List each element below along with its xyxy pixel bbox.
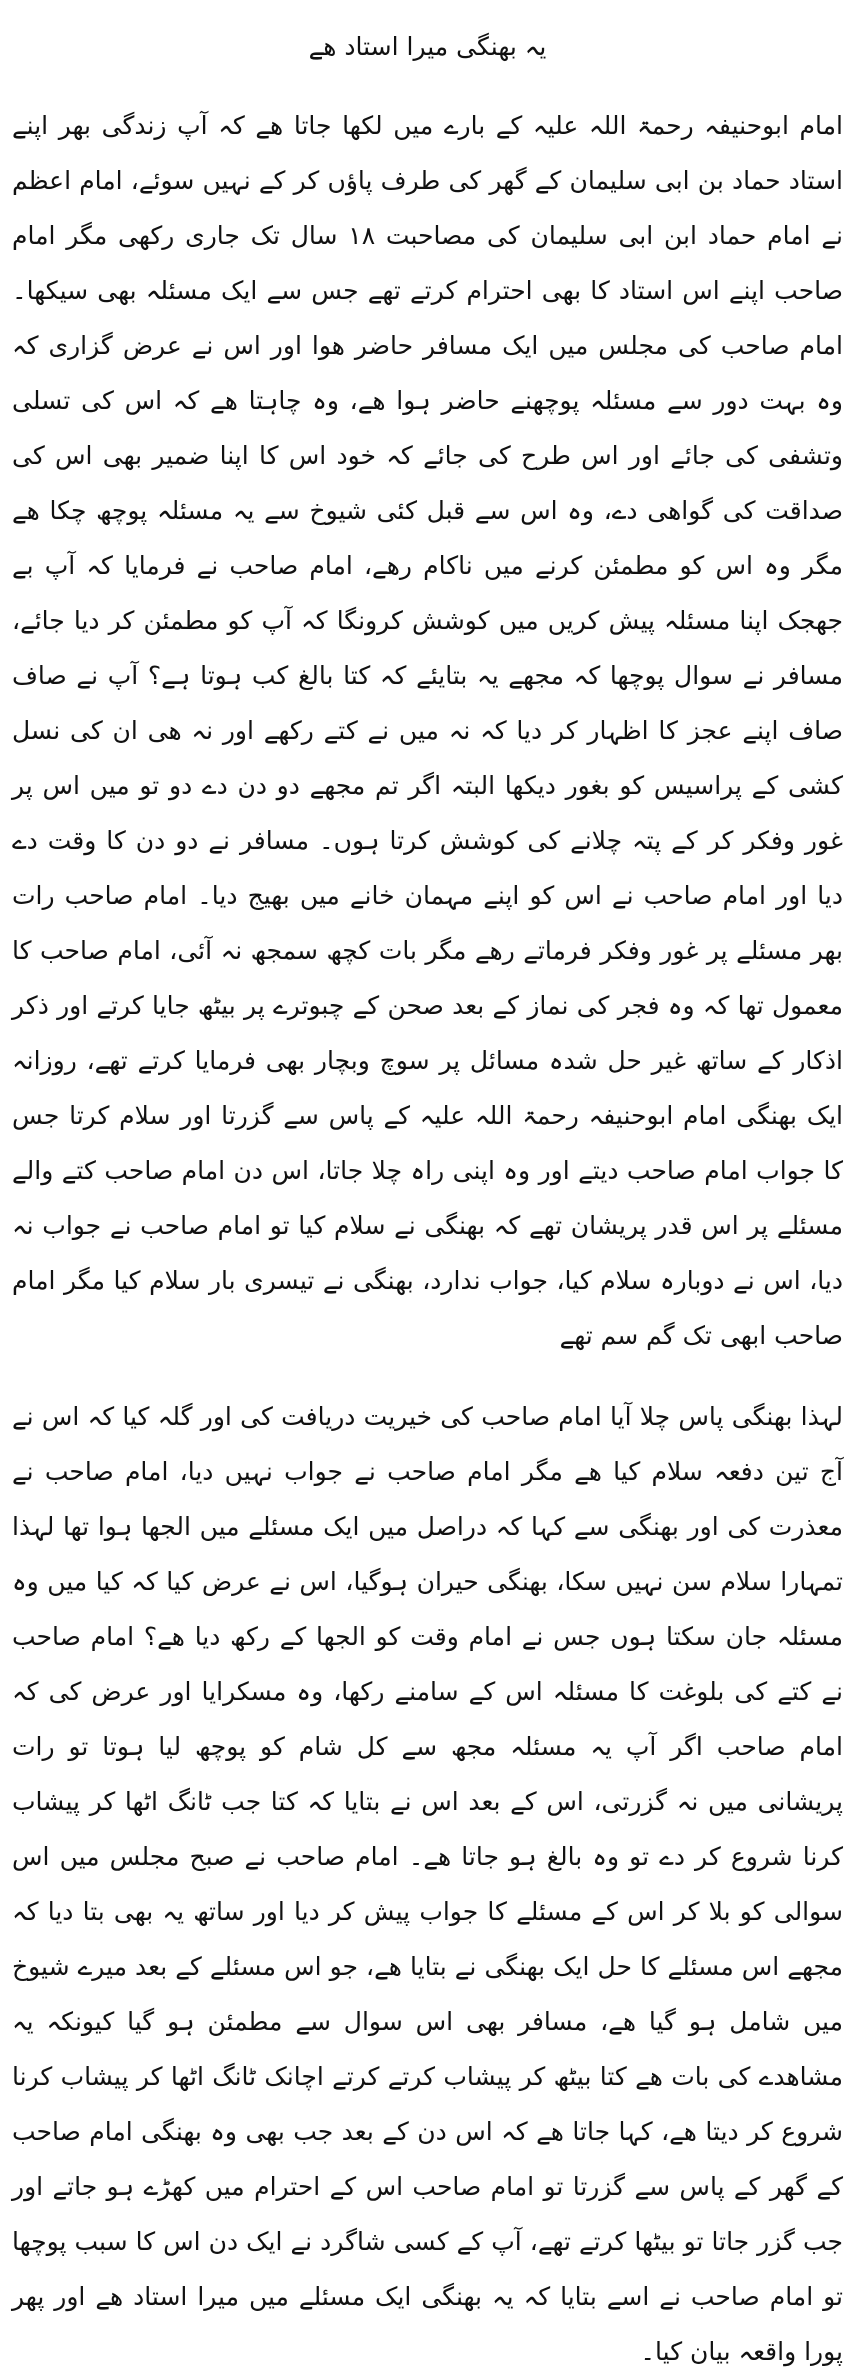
article-paragraph-1: امام ابوحنیفہ رحمۃ اللہ علیہ کے بارے میں لکھا جاتا ھے کہ آپ زندگی بھر اپنے استاد حماد بن ابی سلیمان کے گھر کی طرف پاؤں کر کے نہیں سوئے، امام اعظم نے امام حماد ابن ابی سلیمان کی مصاحبت ۱۸ سال تک جاری رکھی مگر امام صاحب اپنے اس استاد کا بھی احترام کرتے تھے جس سے ایک مسئلہ بھی سیکھا۔ امام صاحب کی مجلس میں ایک مسافر حاضر ھوا اور اس نے عرض گزاری کہ وہ بہت دور سے مسئلہ پوچھنے حاضر ہوا ھے، وہ چاہتا ھے کہ اس کی تسلی وتشفی کی جائے اور اس طرح کی جائے کہ خود اس کا اپنا ضمیر بھی اس کی صداقت کی گواھی دے، وہ اس سے قبل کئی شیوخ سے یہ مسئلہ پوچھ چکا ھے مگر وہ اس کو مطمئن کرنے میں ناکام رھے، امام صاحب نے فرمایا کہ آپ بے جھجک اپنا مسئلہ پیش کریں میں کوشش کرونگا کہ آپ کو مطمئن کر دیا جائے، مسافر نے سوال پوچھا کہ مجھے یہ بتایئے کہ کتا بالغ کب ہوتا ہے؟ آپ نے صاف صاف اپنے عجز کا اظہار کر دیا کہ نہ میں نے کتے رکھے اور نہ ھی ان کی نسل کشی کے پراسیس کو بغور دیکھا البتہ اگر تم مجھے دو دن دے دو تو میں اس پر غور وفکر کر کے پتہ چلانے کی کوشش کرتا ہوں۔ مسافر نے دو دن کا وقت دے دیا اور امام صاحب نے اس کو اپنے مہمان خانے میں بھیج دیا۔ امام صاحب رات بھر مسئلے پر غور وفکر فرماتے رھے مگر بات کچھ سمجھ نہ آئی، امام صاحب کا معمول تھا کہ وہ فجر کی نماز کے بعد صحن کے چبوترے پر بیٹھ جایا کرتے اور ذکر اذکار کے ساتھ غیر حل شدہ مسائل پر سوچ وبچار بھی فرمایا کرتے تھے، روزانہ ایک بھنگی امام ابوحنیفہ رحمۃ اللہ علیہ کے پاس سے گزرتا اور سلام کرتا جس کا جواب امام صاحب دیتے اور وہ اپنی راہ چلا جاتا، اس دن امام صاحب کتے والے مسئلے پر اس قدر پریشان تھے کہ بھنگی نے سلام کیا تو امام صاحب نے جواب نہ دیا، اس نے دوبارہ سلام کیا، جواب ندارد، بھنگی نے تیسری بار سلام کیا مگر امام صاحب ابھی تک گم سم تھے [12,111,843,1350]
article-body [12,98,843,2379]
article-title: یہ بھنگی میرا استاد ھے [308,32,547,61]
paragraph-spacer [12,1363,843,1389]
article-paragraph-2: لہذا بھنگی پاس چلا آیا امام صاحب کی خیریت دریافت کی اور گلہ کیا کہ اس نے آج تین دفعہ سلام کیا ھے مگر امام صاحب نے جواب نہیں دیا، امام صاحب نے معذرت کی اور بھنگی سے کہا کہ دراصل میں ایک مسئلے میں الجھا ہوا تھا لہذا تمہارا سلام سن نہیں سکا، بھنگی حیران ہوگیا، اس نے عرض کیا کہ کیا میں وہ مسئلہ جان سکتا ہوں جس نے امام وقت کو الجھا کے رکھ دیا ھے؟ امام صاحب نے کتے کی بلوغت کا مسئلہ اس کے سامنے رکھا، وہ مسکرایا اور عرض کی کہ امام صاحب اگر آپ یہ مسئلہ مجھ سے کل شام کو پوچھ لیا ہوتا تو رات پریشانی میں نہ گزرتی، اس کے بعد اس نے بتایا کہ کتا جب ٹانگ اٹھا کر پیشاب کرنا شروع کر دے تو وہ بالغ ہو جاتا ھے۔ امام صاحب نے صبح مجلس میں اس سوالی کو بلا کر اس کے مسئلے کا جواب پیش کر دیا اور ساتھ یہ بھی بتا دیا کہ مجھے اس مسئلے کا حل ایک بھنگی نے بتایا ھے، جو اس مسئلے کے بعد میرے شیوخ میں شامل ہو گیا ھے، مسافر بھی اس سوال سے مطمئن ہو گیا کیونکہ یہ مشاھدے کی بات ھے کتا بیٹھ کر پیشاب کرتے کرتے اچانک ٹانگ اٹھا کر پیشاب کرنا شروع کر دیتا ھے، کہا جاتا ھے کہ اس دن کے بعد جب بھی وہ بھنگی امام صاحب کے گھر کے پاس سے گزرتا تو امام صاحب اس کے احترام میں کھڑے ہو جاتے اور جب گزر جاتا تو بیٹھا کرتے تھے، آپ کے کسی شاگرد نے ایک دن اس کا سبب پوچھا تو امام صاحب نے اسے بتایا کہ یہ بھنگی ایک مسئلے میں میرا استاد ھے اور پھر پورا واقعہ بیان کیا۔ [12,1402,843,2366]
